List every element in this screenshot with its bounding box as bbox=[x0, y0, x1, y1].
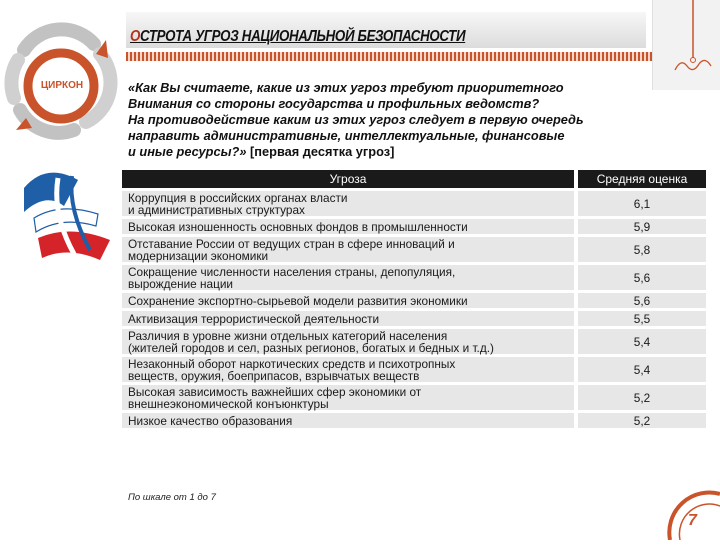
slide-title bbox=[130, 28, 465, 46]
table-header-row bbox=[122, 170, 706, 190]
survey-question bbox=[128, 80, 668, 160]
table-row bbox=[122, 310, 706, 328]
page-number-badge bbox=[650, 480, 720, 540]
threat-line: Высокая зависимость важнейших сфер экономики от bbox=[128, 384, 422, 399]
question-line: направить административные, интеллектуальные, финансовые bbox=[128, 128, 565, 143]
logo-text: ЦИРКОН bbox=[40, 80, 84, 91]
threat-line: внешнеэкономической конъюнктуры bbox=[128, 396, 329, 411]
threat-cell bbox=[122, 384, 576, 412]
threat-cell bbox=[122, 236, 576, 264]
arc-icon bbox=[650, 480, 720, 540]
table-row bbox=[122, 384, 706, 412]
title-text: СТРОТА УГРОЗ НАЦИОНАЛЬНОЙ БЕЗОПАСНОСТИ bbox=[140, 28, 466, 45]
table-row bbox=[122, 328, 706, 356]
score-cell: 5,8 bbox=[576, 236, 706, 264]
threat-line: модернизации экономики bbox=[128, 248, 269, 263]
page-number: 7 bbox=[688, 512, 697, 529]
score-cell: 5,9 bbox=[576, 218, 706, 236]
score-cell: 5,6 bbox=[576, 292, 706, 310]
threat-line: вырождение нации bbox=[128, 276, 234, 291]
score-cell: 5,5 bbox=[576, 310, 706, 328]
score-cell: 5,6 bbox=[576, 264, 706, 292]
score-cell: 5,2 bbox=[576, 384, 706, 412]
threat-line: Сокращение численности населения страны, депопуляция, bbox=[128, 264, 456, 279]
question-line: На противодействие каким из этих угроз следует в первую очередь bbox=[128, 112, 584, 127]
threat-line: веществ, оружия, боеприпасов, взрывчатых веществ bbox=[128, 368, 420, 383]
decorative-stripe bbox=[126, 52, 658, 61]
question-italic: и иные ресурсы?» bbox=[128, 144, 247, 159]
score-cell: 5,4 bbox=[576, 328, 706, 356]
scale-footnote: По шкале от 1 до 7 bbox=[128, 492, 216, 503]
tsirkon-logo bbox=[2, 10, 120, 150]
table-row bbox=[122, 190, 706, 218]
threat-line: Активизация террористической деятельности bbox=[128, 311, 380, 326]
table-row bbox=[122, 264, 706, 292]
threat-line: Незаконный оборот наркотических средств и психотропных bbox=[128, 356, 456, 371]
threat-line: Низкое качество образования bbox=[128, 413, 293, 428]
threat-line: (жителей городов и сел, разных регионов, богатых и бедных и т.д.) bbox=[128, 340, 494, 355]
question-line bbox=[128, 144, 668, 160]
score-cell: 5,2 bbox=[576, 412, 706, 429]
threat-line: и административных структурах bbox=[128, 202, 305, 217]
threat-line: Высокая изношенность основных фондов в промышленности bbox=[128, 219, 468, 234]
threat-line: Отставание России от ведущих стран в сфере инноваций и bbox=[128, 236, 455, 251]
question-line: «Как Вы считаете, какие из этих угроз требуют приоритетного bbox=[128, 80, 564, 95]
threat-cell bbox=[122, 218, 576, 236]
score-cell: 5,4 bbox=[576, 356, 706, 384]
threat-cell bbox=[122, 264, 576, 292]
question-tail: [первая десятка угроз] bbox=[246, 144, 395, 159]
threat-cell bbox=[122, 356, 576, 384]
table-row bbox=[122, 356, 706, 384]
table-row bbox=[122, 412, 706, 429]
threat-cell bbox=[122, 412, 576, 429]
threat-cell bbox=[122, 328, 576, 356]
header-score: Средняя оценка bbox=[576, 170, 706, 190]
partner-logo bbox=[16, 158, 116, 268]
threat-line: Сохранение экспортно-сырьевой модели развития экономики bbox=[128, 293, 468, 308]
ornament-icon bbox=[653, 0, 720, 90]
table-row bbox=[122, 236, 706, 264]
threat-line: Коррупция в российских органах власти bbox=[128, 190, 348, 205]
threats-table bbox=[122, 170, 706, 428]
threat-cell bbox=[122, 190, 576, 218]
question-line: Внимания со стороны государства и профильных ведомств? bbox=[128, 96, 540, 111]
threat-cell bbox=[122, 292, 576, 310]
header-threat: Угроза bbox=[122, 170, 576, 190]
table-row bbox=[122, 292, 706, 310]
corner-ornament bbox=[652, 0, 720, 90]
threat-cell bbox=[122, 310, 576, 328]
table-row bbox=[122, 218, 706, 236]
title-first-letter: О bbox=[130, 28, 141, 45]
threat-line: Различия в уровне жизни отдельных категорий населения bbox=[128, 328, 448, 343]
score-cell: 6,1 bbox=[576, 190, 706, 218]
